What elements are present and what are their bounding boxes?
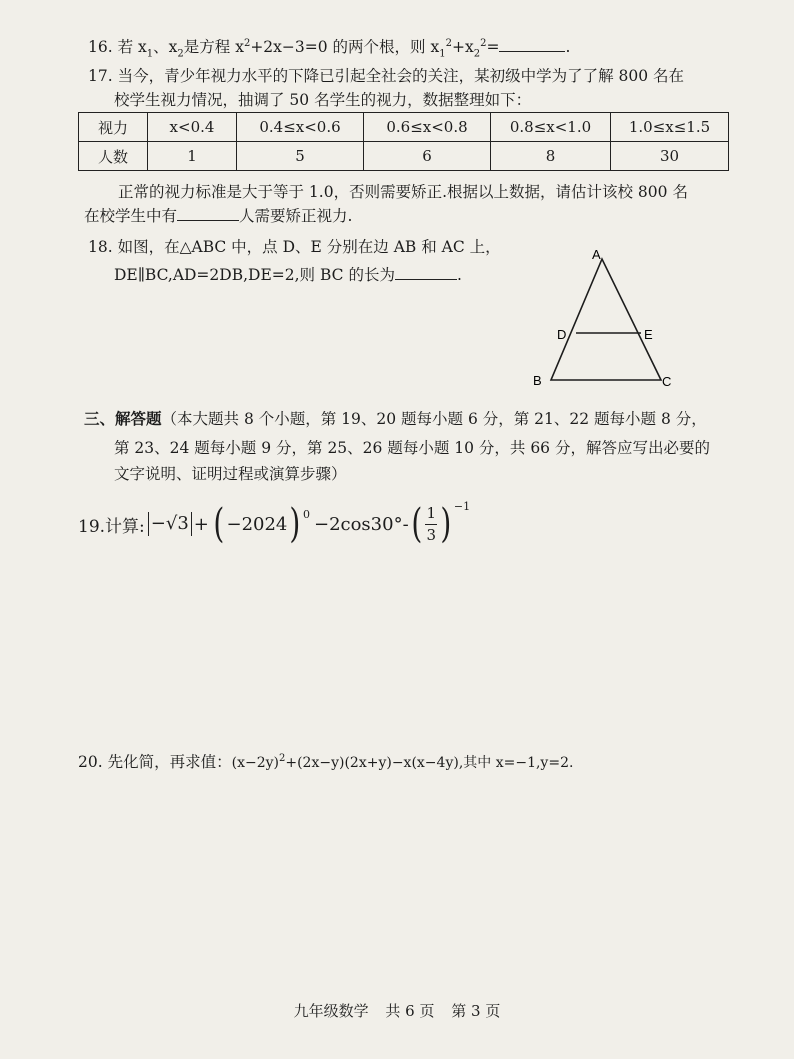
vertex-label-e: E [644,327,653,342]
table-row [79,142,729,171]
left-paren: ( [411,501,422,547]
question-17-line-2: 校学生视力情况，抽调了 50 名学生的视力，数据整理如下： [114,91,532,109]
question-19-label: 19.计算: [78,516,145,537]
footer-page-number: 第 3 页 [451,1002,501,1020]
table-cell: 5 [237,142,364,171]
question-number: 17. [88,67,113,85]
question-17-line-4: 在校学生中有 人需要矫正视力. [84,207,353,225]
question-17-line-3: 正常的视力标准是大于等于 1.0，否则需要矫正.根据以上数据，请估计该校 800 名 [118,183,688,201]
question-16: 16. 若 $x_1$、$x_2$是方程 $x^2+2x-3=0$ 的两个根，则 $x_1^2+x_2^2=$ . [88,38,571,60]
table-cell: 6 [364,142,491,171]
table-cell: 视力 [79,113,148,142]
vertex-label-a: A [592,247,601,262]
table-cell: 1 [148,142,237,171]
vertex-label-c: C [662,374,672,389]
vertex-label-d: D [557,327,567,342]
footer-subject: 九年级数学 [293,1002,369,1020]
fraction: $\frac{1}{3}$ [426,503,437,544]
vision-data-table [78,112,729,171]
fraction-bar [425,524,437,525]
section-3-heading: 三、解答题（本大题共 8 个小题，第 19、20 题每小题 6 分，第 21、22 题每小题 8 分， [84,409,707,428]
question-number: 18. [88,238,113,256]
table-cell: 人数 [79,142,148,171]
question-19: 19.计算: −√3 + ( −2024 ) $^0$ −2cos30°- ( $\frac{1}{3}$ ) $^{-1}$ [78,499,471,547]
table-cell: 8 [491,142,611,171]
section-3-text-2: 第 23、24 题每小题 9 分，第 25、26 题每小题 10 分，共 66 分，解答应写出必要的 [114,439,710,457]
vertex-label-b: B [533,373,542,388]
left-paren: ( [213,501,225,547]
table-row [79,113,729,142]
table-cell: 0.6≤x<0.8 [364,113,491,142]
footer-total-pages: 共 6 页 [385,1002,435,1020]
right-paren: ) [440,501,452,547]
answer-blank[interactable] [395,265,457,280]
question-20: 20. 先化简，再求值：$(x-2y)^2+(2x-y)(2x+y)-x(x-4y)$,其中 x=−1,y=2. [78,753,574,772]
answer-blank[interactable] [177,206,239,221]
table-cell: x<0.4 [148,113,237,142]
table-cell: 30 [611,142,729,171]
absolute-value: −√3 [148,512,192,536]
page-footer [0,1000,794,1021]
question-17-line-1: 17. 当今，青少年视力水平的下降已引起全社会的关注，某初级中学为了了解 800 名在 [88,67,685,85]
question-number: 20. [78,753,103,772]
question-18-line-2: DE∥BC,AD=2DB,DE=2,则 BC 的长为 . [114,266,462,284]
table-cell: 0.8≤x<1.0 [491,113,611,142]
right-paren: ) [289,501,301,547]
table-cell: 0.4≤x<0.6 [237,113,364,142]
question-18-line-1: 18. 如图，在△ABC 中，点 D、E 分别在边 AB 和 AC 上， [88,238,501,256]
triangle-abc [551,259,661,380]
section-3-text-3: 文字说明、证明过程或演算步骤） [114,465,347,483]
section-title: 三、解答题 [84,409,162,428]
table-cell: 1.0≤x≤1.5 [611,113,729,142]
question-number: 16. [88,38,113,57]
answer-blank[interactable] [499,37,565,52]
triangle-figure [525,245,685,395]
